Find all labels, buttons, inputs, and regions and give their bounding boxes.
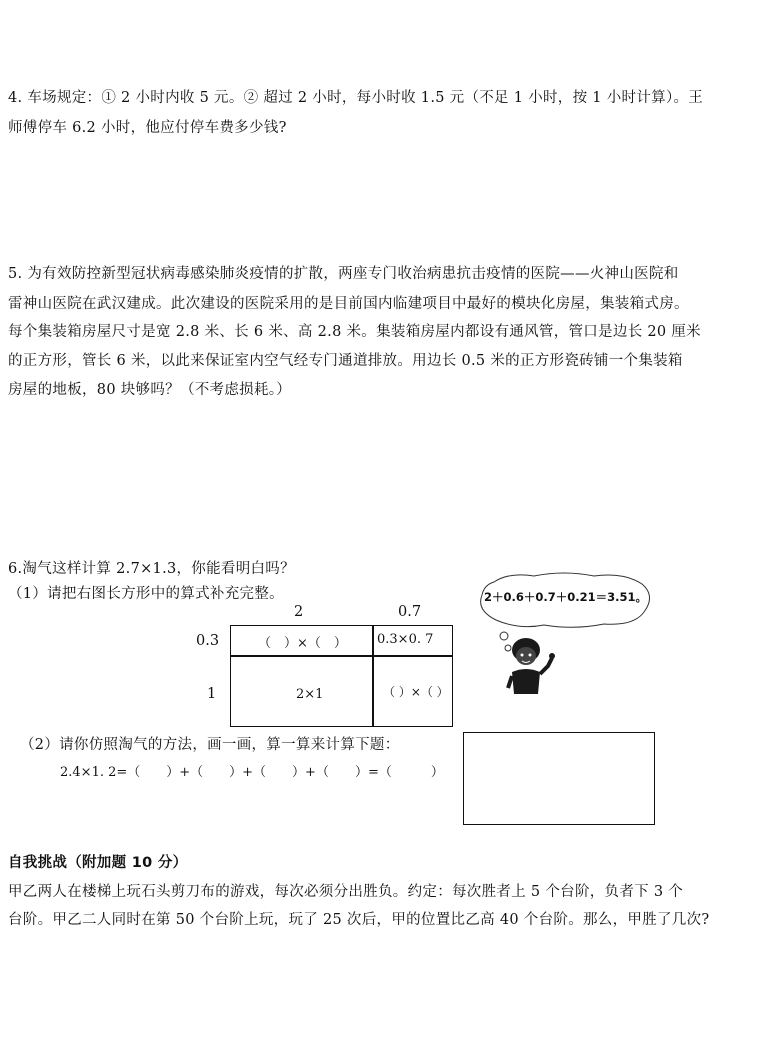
q4-line-2: 师傅停车 6.2 小时，他应付停车费多少钱? — [8, 120, 287, 136]
q6-part-1: （1）请把右图长方形中的算式补充完整。 — [8, 586, 284, 602]
challenge-line-2: 台阶。甲乙二人同时在第 50 个台阶上玩，玩了 25 次后，甲的位置比乙高 40 个台阶。那么，甲胜了几次? — [8, 912, 710, 928]
speech-text: 2＋0.6＋0.7＋0.21＝3.51。 — [484, 590, 647, 604]
row-label-1: 1 — [207, 686, 217, 702]
cell-top-left: （ ）×（ ） — [258, 636, 347, 651]
cell-bottom-right: （ ）×（ ） — [383, 685, 449, 699]
challenge-line-1: 甲乙两人在楼梯上玩石头剪刀布的游戏，每次必须分出胜负。约定：每次胜者上 5 个台阶，负者下 3 个 — [8, 884, 684, 900]
q6-part-2: （2）请你仿照淘气的方法，画一画，算一算来计算下题： — [20, 737, 400, 753]
rectangle-horizontal-divider — [230, 655, 453, 657]
q5-line-4: 的正方形，管长 6 米，以此来保证室内空气经专门通道排放。用边长 0.5 米的正方形瓷砖铺一个集装箱 — [8, 353, 683, 369]
q5-line-3: 每个集装箱房屋尺寸是宽 2.8 米、长 6 米、高 2.8 米。集装箱房屋内都设有通风管，管口是边长 20 厘米 — [8, 324, 701, 340]
q5-line-5: 房屋的地板，80 块够吗？（不考虑损耗。） — [8, 382, 292, 398]
col-label-0-7: 0.7 — [398, 604, 422, 620]
row-label-0-3: 0.3 — [196, 633, 220, 649]
challenge-title: 自我挑战（附加题 10 分） — [8, 855, 188, 871]
q5-line-1: 5. 为有效防控新型冠状病毒感染肺炎疫情的扩散，两座专门收治病患抗击疫情的医院——火神山医院和 — [8, 266, 679, 282]
q6-equation: 2.4×1. 2=（ ）+（ ）+（ ）+（ ）=（ ） — [60, 765, 444, 780]
drawing-answer-box[interactable] — [463, 732, 655, 825]
cell-bottom-left: 2×1 — [296, 687, 324, 702]
cartoon-kid-icon — [508, 638, 555, 694]
rectangle-vertical-divider — [372, 625, 374, 727]
col-label-2: 2 — [294, 604, 304, 620]
q4-line-1: 4. 车场规定：① 2 小时内收 5 元。② 超过 2 小时，每小时收 1.5 元（不足 1 小时，按 1 小时计算）。王 — [8, 90, 704, 106]
q5-line-2: 雷神山医院在武汉建成。此次建设的医院采用的是目前国内临建项目中最好的模块化房屋，集装箱式房。 — [8, 296, 689, 312]
cell-top-right: 0.3×0. 7 — [377, 632, 434, 647]
q6-intro: 6.淘气这样计算 2.7×1.3，你能看明白吗？ — [8, 561, 295, 577]
